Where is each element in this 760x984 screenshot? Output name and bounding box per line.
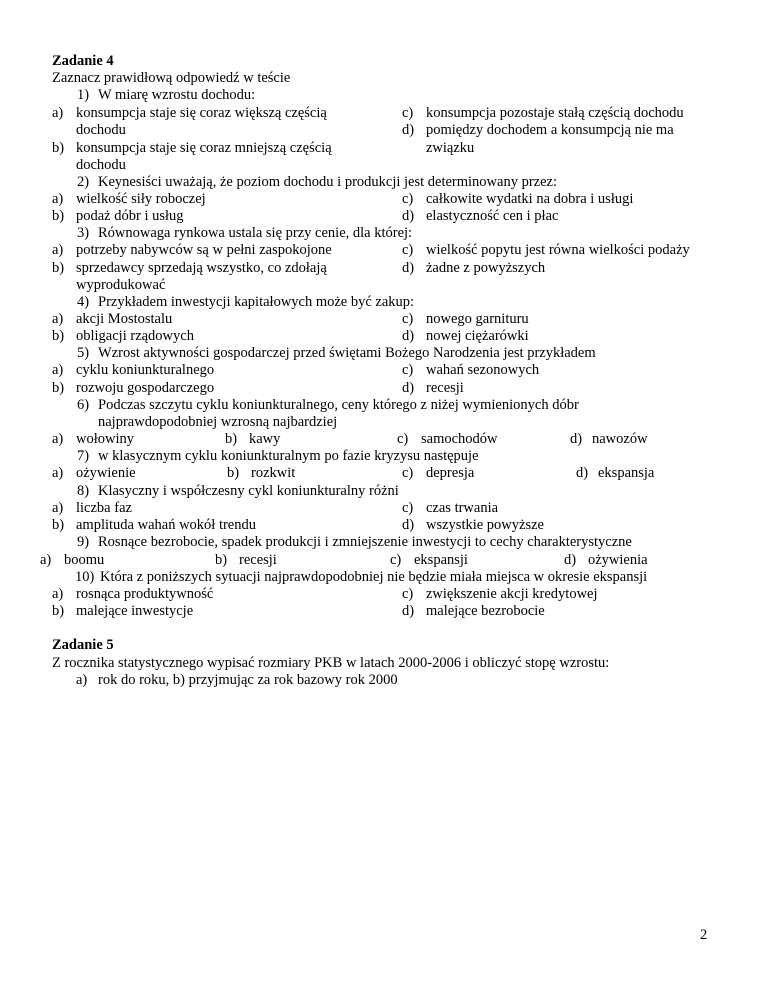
- option-letter: c): [402, 105, 414, 121]
- option-letter: c): [402, 242, 414, 258]
- option-text: pomiędzy dochodem a konsumpcją nie ma: [426, 122, 674, 138]
- option-letter: a): [52, 431, 64, 447]
- option-letter: b): [225, 431, 238, 447]
- page-number: 2: [700, 927, 708, 943]
- option-text: nawozów: [592, 431, 648, 447]
- option-letter: d): [402, 328, 415, 344]
- option-letter: c): [397, 431, 409, 447]
- option-text: samochodów: [421, 431, 498, 447]
- task5-item-text: rok do roku, b) przyjmując za rok bazowy rok 2000: [98, 672, 398, 688]
- task4-instruction: Zaznacz prawidłową odpowiedź w teście: [52, 70, 291, 86]
- option-letter: b): [227, 465, 240, 481]
- option-letter: a): [52, 242, 64, 258]
- question-number: 5): [77, 345, 90, 361]
- option-letter: d): [402, 380, 415, 396]
- option-letter: c): [402, 191, 414, 207]
- question-number: 7): [77, 448, 90, 464]
- option-text: nowego garnituru: [426, 311, 529, 327]
- option-letter: b): [52, 140, 65, 156]
- question-text: Keynesiści uważają, że poziom dochodu i produkcji jest determinowany przez:: [98, 174, 558, 190]
- option-letter: d): [402, 208, 415, 224]
- option-letter: d): [576, 465, 589, 481]
- question-text: Która z poniższych sytuacji najprawdopodobniej nie będzie miała miejsca w okresie ekspansji: [100, 569, 648, 585]
- option-letter: b): [52, 380, 65, 396]
- option-letter: d): [402, 260, 415, 276]
- option-text: konsumpcja staje się coraz mniejszą częścią: [76, 140, 332, 156]
- question-text: Przykładem inwestycji kapitałowych może być zakup:: [98, 294, 415, 310]
- option-text: akcji Mostostalu: [76, 311, 173, 327]
- option-letter: d): [402, 122, 415, 138]
- option-letter: b): [52, 260, 65, 276]
- option-text: malejące inwestycje: [76, 603, 194, 619]
- question-number: 10): [75, 569, 95, 585]
- option-text: wszystkie powyższe: [426, 517, 544, 533]
- option-text: żadne z powyższych: [426, 260, 546, 276]
- question-number: 4): [77, 294, 90, 310]
- option-letter: a): [52, 586, 64, 602]
- option-text: liczba faz: [76, 500, 132, 516]
- option-text: ekspansja: [598, 465, 655, 481]
- option-letter: b): [215, 552, 228, 568]
- option-text: związku: [426, 140, 475, 156]
- question-number: 1): [77, 87, 90, 103]
- option-text: konsumpcja pozostaje stałą częścią dochodu: [426, 105, 684, 121]
- option-letter: c): [390, 552, 402, 568]
- option-text: obligacji rządowych: [76, 328, 194, 344]
- option-text: wołowiny: [76, 431, 134, 447]
- option-letter: b): [52, 328, 65, 344]
- option-text: całkowite wydatki na dobra i usługi: [426, 191, 634, 207]
- option-text: cyklu koniunkturalnego: [76, 362, 215, 378]
- option-text: wahań sezonowych: [426, 362, 540, 378]
- option-letter: b): [52, 603, 65, 619]
- option-text: amplituda wahań wokół trendu: [76, 517, 256, 533]
- question-text: W miarę wzrostu dochodu:: [98, 87, 256, 103]
- option-letter: a): [52, 191, 64, 207]
- option-text: elastyczność cen i płac: [426, 208, 559, 224]
- question-number: 6): [77, 397, 90, 413]
- question-text: Równowaga rynkowa ustala się przy cenie, dla której:: [98, 225, 413, 241]
- option-letter: a): [52, 500, 64, 516]
- option-text: zwiększenie akcji kredytowej: [426, 586, 598, 602]
- question-text: Wzrost aktywności gospodarczej przed świętami Bożego Narodzenia jest przykładem: [98, 345, 596, 361]
- question-number: 2): [77, 174, 90, 190]
- question-number: 9): [77, 534, 90, 550]
- option-letter: c): [402, 586, 414, 602]
- option-text: malejące bezrobocie: [426, 603, 545, 619]
- option-letter: a): [52, 311, 64, 327]
- option-text: sprzedawcy sprzedają wszystko, co zdołają: [76, 260, 327, 276]
- option-text: ekspansji: [414, 552, 468, 568]
- option-letter: a): [76, 672, 88, 688]
- option-letter: a): [40, 552, 52, 568]
- option-letter: a): [52, 105, 64, 121]
- option-text: depresja: [426, 465, 475, 481]
- question-text: Rosnące bezrobocie, spadek produkcji i zmniejszenie inwestycji to cechy charakterystyczne: [98, 534, 632, 550]
- option-text: boomu: [64, 552, 105, 568]
- option-text: rozwoju gospodarczego: [76, 380, 215, 396]
- option-text: czas trwania: [426, 500, 499, 516]
- option-text: wyprodukować: [76, 277, 166, 293]
- option-text: recesji: [239, 552, 277, 568]
- option-letter: a): [52, 465, 64, 481]
- question-text: w klasycznym cyklu koniunkturalnym po fazie kryzysu następuje: [98, 448, 479, 464]
- task5-heading: Zadanie 5: [52, 637, 114, 653]
- option-text: dochodu: [76, 122, 126, 138]
- option-letter: d): [402, 517, 415, 533]
- question-text: najprawdopodobniej wzrosną najbardziej: [98, 414, 338, 430]
- option-letter: d): [564, 552, 577, 568]
- task4-heading: Zadanie 4: [52, 53, 114, 69]
- option-text: ożywienie: [76, 465, 136, 481]
- option-text: nowej ciężarówki: [426, 328, 529, 344]
- option-letter: c): [402, 500, 414, 516]
- option-text: dochodu: [76, 157, 126, 173]
- option-text: konsumpcja staje się coraz większą częścią: [76, 105, 327, 121]
- option-text: potrzeby nabywców są w pełni zaspokojone: [76, 242, 332, 258]
- question-number: 8): [77, 483, 90, 499]
- option-letter: b): [52, 208, 65, 224]
- question-text: Podczas szczytu cyklu koniunkturalnego, ceny którego z niżej wymienionych dóbr: [98, 397, 579, 413]
- option-text: rozkwit: [251, 465, 296, 481]
- option-letter: c): [402, 311, 414, 327]
- option-text: kawy: [249, 431, 281, 447]
- option-letter: a): [52, 362, 64, 378]
- option-text: wielkość siły roboczej: [76, 191, 206, 207]
- option-text: wielkość popytu jest równa wielkości podaży: [426, 242, 690, 258]
- question-text: Klasyczny i współczesny cykl koniunkturalny różni: [98, 483, 399, 499]
- option-letter: d): [570, 431, 583, 447]
- option-text: ożywienia: [588, 552, 648, 568]
- option-text: podaż dóbr i usług: [76, 208, 184, 224]
- option-letter: b): [52, 517, 65, 533]
- option-text: recesji: [426, 380, 464, 396]
- option-letter: c): [402, 465, 414, 481]
- option-letter: c): [402, 362, 414, 378]
- option-text: rosnąca produktywność: [76, 586, 214, 602]
- task5-instruction: Z rocznika statystycznego wypisać rozmiary PKB w latach 2000-2006 i obliczyć stopę wzrostu:: [52, 655, 610, 671]
- question-number: 3): [77, 225, 90, 241]
- option-letter: d): [402, 603, 415, 619]
